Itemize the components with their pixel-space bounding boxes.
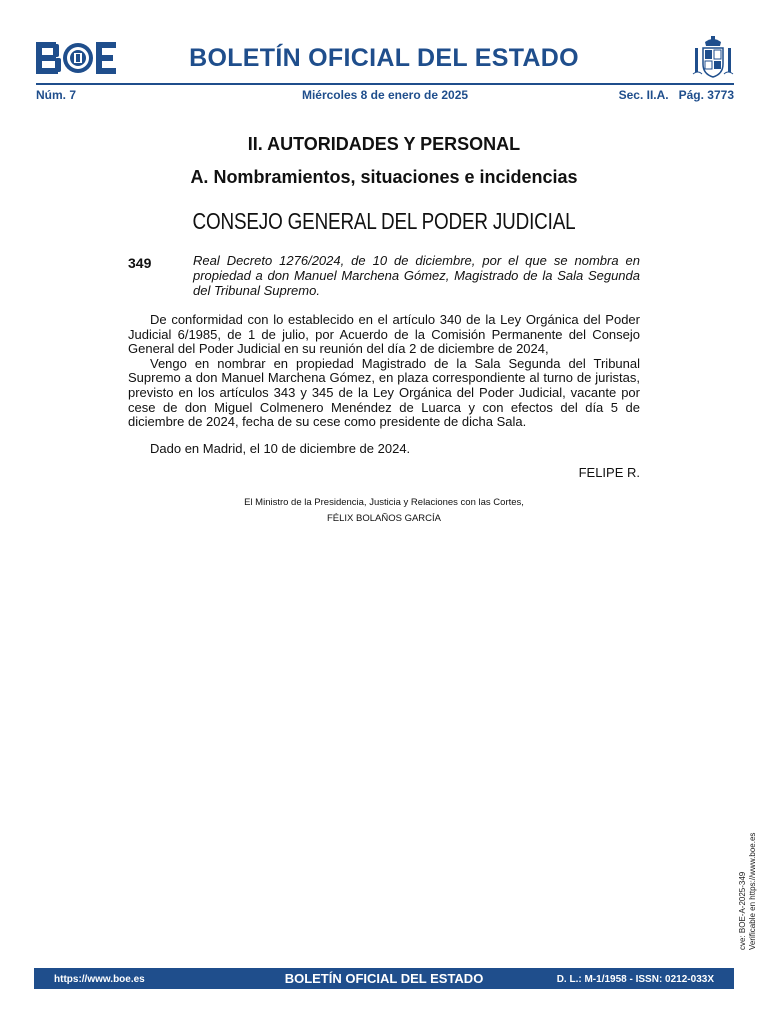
- document-body: [128, 313, 640, 430]
- bulletin-title: BOLETÍN OFICIAL DEL ESTADO: [189, 44, 579, 72]
- footer-title: BOLETÍN OFICIAL DEL ESTADO: [284, 971, 484, 986]
- issue-meta-row: [36, 88, 734, 104]
- issue-number: Núm. 7: [36, 88, 77, 102]
- section-heading: II. AUTORIDADES Y PERSONAL: [247, 134, 521, 154]
- document-number: 349: [128, 255, 152, 271]
- dated-line: Dado en Madrid, el 10 de diciembre de 2024.: [150, 441, 411, 456]
- cve-code: cve: BOE-A-2025-349: [738, 871, 747, 950]
- organization-heading: CONSEJO GENERAL DEL PODER JUDICIAL: [192, 208, 576, 234]
- section-page: [619, 88, 734, 102]
- footer-bar: [34, 968, 734, 989]
- page-label: Pág. 3773: [678, 88, 734, 102]
- subsection-heading: A. Nombramientos, situaciones e incidencias: [190, 167, 578, 187]
- verification-link[interactable]: Verificable en https://www.boe.es: [748, 832, 757, 950]
- document-title: Real Decreto 1276/2024, de 10 de diciembre, por el que se nombra en propiedad a don Manuel Marchena Gómez, Magistrado de la Sala Segunda del Tribunal Supremo.: [193, 253, 640, 298]
- cve-verification: [738, 833, 758, 950]
- minister-name: FÉLIX BOLAÑOS GARCÍA: [326, 513, 442, 524]
- coat-of-arms-icon: [692, 36, 734, 80]
- body-paragraph: De conformidad con lo establecido en el artículo 340 de la Ley Orgánica del Poder Judicial 6/1985, de 1 de julio, por Acuerdo de la Comisión Permanente del Consejo General del Poder Judicial en su reunión del día 2 de diciembre de 2024,: [128, 312, 640, 357]
- footer-website-link[interactable]: https://www.boe.es: [54, 974, 145, 985]
- footer-legal-info: D. L.: M-1/1958 - ISSN: 0212-033X: [556, 974, 714, 985]
- header-divider: [36, 83, 734, 85]
- issue-date: Miércoles 8 de enero de 2025: [301, 88, 469, 102]
- minister-role: El Ministro de la Presidencia, Justicia y Relaciones con las Cortes,: [244, 497, 524, 508]
- section-label: Sec. II.A.: [618, 88, 669, 102]
- body-paragraph: Vengo en nombrar en propiedad Magistrado de la Sala Segunda del Tribunal Supremo a don Manuel Marchena Gómez, en plaza correspondiente al turno de juristas, previsto en los artículos 343 y 345 de la Ley Orgánica del Poder Judicial, vacante por cese de don Miguel Colmenero Menéndez de Luarca y con efectos del día 5 de diciembre de 2024, fecha de su cese como presidente de dicha Sala.: [128, 355, 640, 430]
- royal-signature: FELIPE R.: [578, 465, 640, 480]
